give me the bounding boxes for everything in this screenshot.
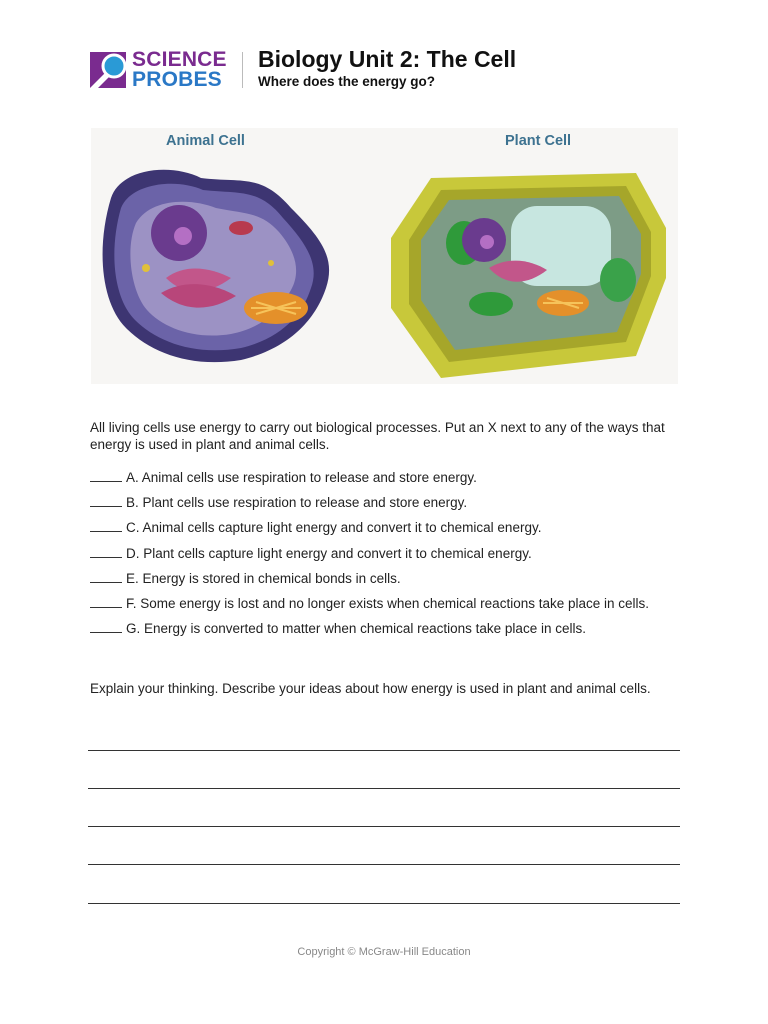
- writing-line[interactable]: [88, 864, 680, 865]
- answer-blank[interactable]: [90, 520, 122, 532]
- writing-line[interactable]: [88, 750, 680, 751]
- option-a: [90, 470, 690, 495]
- animal-cell-label: Animal Cell: [166, 133, 245, 149]
- answer-blank[interactable]: [90, 470, 122, 482]
- logo-text: [132, 50, 227, 90]
- cell-illustration: [91, 128, 678, 384]
- option-f: [90, 596, 690, 621]
- writing-line[interactable]: [88, 903, 680, 904]
- logo-line-science: SCIENCE: [132, 48, 227, 71]
- science-probes-logo: [90, 50, 230, 92]
- option-b: [90, 495, 690, 520]
- animal-cell-drawing: [103, 170, 330, 362]
- writing-line[interactable]: [88, 826, 680, 827]
- plant-cell-label: Plant Cell: [505, 133, 572, 149]
- option-text: C. Animal cells capture light energy and convert it to chemical energy.: [126, 520, 542, 536]
- answer-blank[interactable]: [90, 596, 122, 608]
- page-title: Biology Unit 2: The Cell: [258, 46, 517, 72]
- option-text: D. Plant cells capture light energy and convert it to chemical energy.: [126, 545, 532, 561]
- options-list: [90, 470, 690, 646]
- answer-blank[interactable]: [90, 571, 122, 583]
- option-text: F. Some energy is lost and no longer exists when chemical reactions take place in cells.: [126, 595, 650, 611]
- plant-cell-drawing: [391, 173, 666, 378]
- cell-diagrams: [91, 128, 678, 384]
- copyright-footer: Copyright © McGraw-Hill Education: [297, 946, 471, 958]
- option-d: [90, 546, 690, 571]
- writing-line[interactable]: [88, 788, 680, 789]
- header: [90, 46, 690, 94]
- logo-line-probes: PROBES: [132, 68, 222, 91]
- page-subtitle: Where does the energy go?: [258, 74, 436, 89]
- magnifier-logo-icon: [90, 52, 130, 92]
- option-text: B. Plant cells use respiration to release and store energy.: [126, 495, 468, 511]
- option-text: E. Energy is stored in chemical bonds in cells.: [126, 570, 401, 586]
- option-e: [90, 571, 690, 596]
- option-c: [90, 520, 690, 545]
- option-text: G. Energy is converted to matter when chemical reactions take place in cells.: [126, 621, 586, 637]
- option-g: [90, 621, 690, 646]
- explain-prompt: Explain your thinking. Describe your ideas about how energy is used in plant and animal cells.: [90, 681, 651, 696]
- header-divider: [242, 52, 243, 88]
- answer-blank[interactable]: [90, 546, 122, 558]
- answer-blank[interactable]: [90, 621, 122, 633]
- answer-blank[interactable]: [90, 495, 122, 507]
- option-text: A. Animal cells use respiration to release and store energy.: [126, 470, 477, 485]
- intro-paragraph: All living cells use energy to carry out biological processes. Put an X next to any of the ways that energy is used in plant and animal cells.: [90, 420, 665, 452]
